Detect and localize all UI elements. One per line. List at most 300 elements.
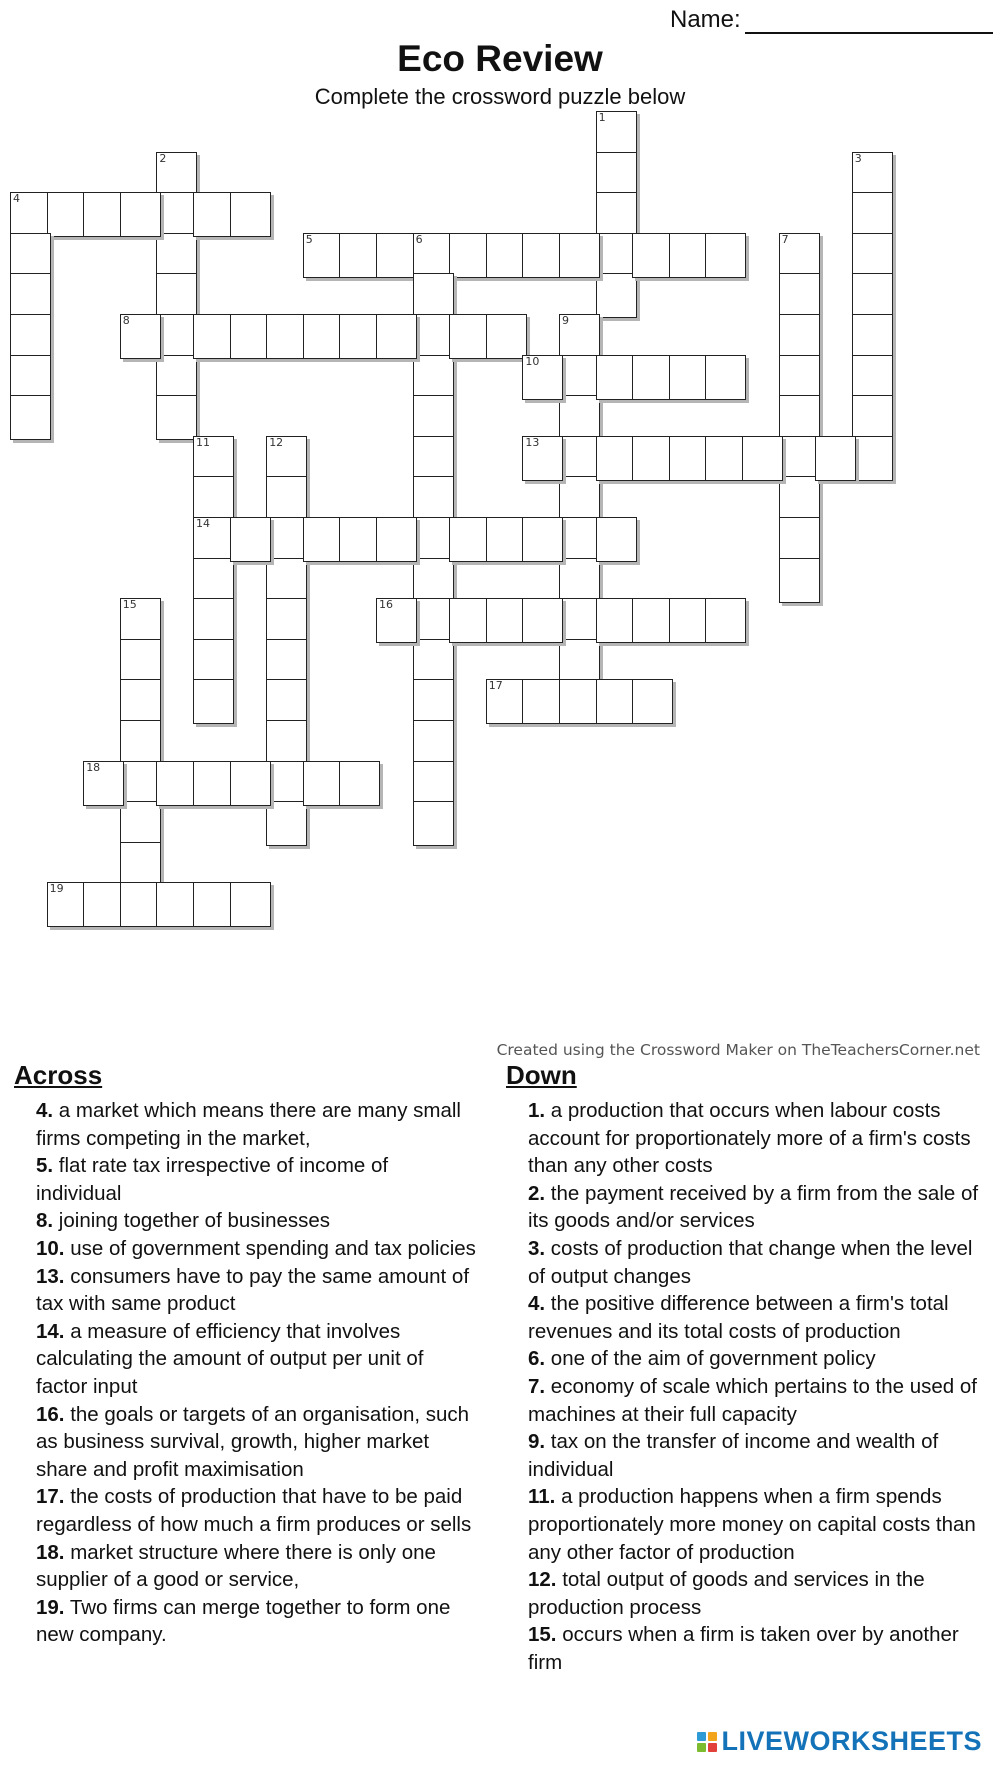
grid-cell[interactable] — [486, 598, 527, 643]
grid-cell[interactable] — [669, 233, 710, 278]
grid-cell-input[interactable] — [450, 518, 489, 561]
grid-cell[interactable] — [852, 395, 893, 440]
grid-cell-input[interactable] — [304, 762, 343, 805]
grid-cell[interactable] — [486, 314, 527, 359]
across-clue — [14, 1539, 479, 1594]
grid-cell-input[interactable] — [414, 802, 453, 845]
grid-cell-input[interactable] — [157, 234, 196, 277]
grid-cell[interactable] — [669, 355, 710, 400]
grid-cell[interactable] — [413, 476, 454, 521]
grid-cell[interactable] — [779, 476, 820, 521]
grid-cell[interactable] — [779, 314, 820, 359]
grid-cell[interactable] — [193, 558, 234, 603]
grid-cell[interactable] — [376, 314, 417, 359]
grid-cell[interactable] — [156, 314, 197, 359]
grid-cell-input[interactable] — [706, 437, 745, 480]
grid-cell-input[interactable] — [670, 356, 709, 399]
grid-cell-input[interactable] — [597, 234, 636, 277]
grid-cell[interactable] — [120, 598, 161, 643]
grid-cell[interactable] — [596, 192, 637, 237]
grid-cell[interactable] — [10, 355, 51, 400]
grid-cell[interactable] — [632, 679, 673, 724]
grid-cell-input[interactable] — [633, 680, 672, 723]
grid-cell-input[interactable] — [780, 518, 819, 561]
grid-cell[interactable] — [10, 314, 51, 359]
clue-text: costs of production that change when the level of output changes — [528, 1236, 973, 1288]
grid-cell-input[interactable] — [267, 762, 306, 805]
grid-cell-input[interactable] — [560, 680, 599, 723]
grid-cell-input[interactable] — [560, 396, 599, 439]
grid-cell-input[interactable] — [231, 762, 270, 805]
grid-cell-input[interactable] — [267, 640, 306, 683]
grid-cell[interactable] — [413, 355, 454, 400]
grid-cell-input[interactable] — [560, 437, 599, 480]
grid-cell-input[interactable] — [780, 559, 819, 602]
grid-cell[interactable] — [779, 273, 820, 318]
grid-cell-input[interactable] — [706, 234, 745, 277]
grid-cell[interactable] — [120, 761, 161, 806]
grid-cell[interactable] — [852, 436, 893, 481]
grid-cell-input[interactable] — [560, 234, 599, 277]
grid-cell[interactable] — [156, 355, 197, 400]
grid-cell-input[interactable] — [597, 518, 636, 561]
grid-cell-input[interactable] — [304, 518, 343, 561]
grid-cell-input[interactable] — [194, 599, 233, 642]
grid-cell[interactable] — [559, 476, 600, 521]
grid-cell-input[interactable] — [194, 762, 233, 805]
grid-cell[interactable] — [230, 517, 271, 562]
grid-cell[interactable] — [339, 314, 380, 359]
grid-cell[interactable] — [83, 761, 124, 806]
grid-cell-input[interactable] — [231, 518, 270, 561]
clue-number: 15 — [122, 598, 137, 612]
grid-cell[interactable] — [596, 152, 637, 197]
grid-cell[interactable] — [413, 720, 454, 765]
grid-cell-input[interactable] — [414, 356, 453, 399]
grid-cell-input[interactable] — [304, 315, 343, 358]
grid-cell[interactable] — [156, 233, 197, 278]
grid-cell[interactable] — [522, 598, 563, 643]
grid-cell[interactable] — [779, 395, 820, 440]
grid-cell-input[interactable] — [414, 721, 453, 764]
grid-cell-input[interactable] — [633, 437, 672, 480]
grid-cell[interactable] — [632, 355, 673, 400]
grid-cell-input[interactable] — [780, 315, 819, 358]
grid-cell-input[interactable] — [523, 234, 562, 277]
grid-cell[interactable] — [449, 233, 490, 278]
grid-cell[interactable] — [266, 639, 307, 684]
grid-cell[interactable] — [632, 598, 673, 643]
grid-cell-input[interactable] — [560, 356, 599, 399]
grid-cell-input[interactable] — [121, 721, 160, 764]
grid-cell-input[interactable] — [340, 315, 379, 358]
grid-cell-input[interactable] — [267, 802, 306, 845]
grid-cell-input[interactable] — [487, 599, 526, 642]
grid-cell[interactable] — [486, 233, 527, 278]
clue-text: market structure where there is only one supplier of a good or service, — [36, 1540, 436, 1592]
grid-cell-input[interactable] — [194, 883, 233, 926]
grid-cell[interactable] — [120, 882, 161, 927]
grid-cell[interactable] — [120, 801, 161, 846]
grid-cell[interactable] — [303, 517, 344, 562]
grid-cell[interactable] — [559, 355, 600, 400]
grid-cell[interactable] — [559, 314, 600, 359]
grid-cell[interactable] — [230, 192, 271, 237]
grid-cell[interactable] — [596, 679, 637, 724]
grid-cell-input[interactable] — [633, 356, 672, 399]
grid-cell[interactable] — [266, 801, 307, 846]
grid-cell-input[interactable] — [340, 762, 379, 805]
grid-cell[interactable] — [120, 639, 161, 684]
grid-cell-input[interactable] — [853, 234, 892, 277]
grid-cell[interactable] — [303, 761, 344, 806]
grid-cell[interactable] — [193, 192, 234, 237]
grid-cell[interactable] — [230, 882, 271, 927]
grid-cell-input[interactable] — [157, 762, 196, 805]
grid-cell[interactable] — [266, 720, 307, 765]
grid-cell-input[interactable] — [816, 437, 855, 480]
grid-cell-input[interactable] — [414, 274, 453, 317]
grid-cell[interactable] — [193, 598, 234, 643]
grid-cell[interactable] — [596, 233, 637, 278]
grid-cell[interactable] — [376, 233, 417, 278]
grid-cell-input[interactable] — [377, 315, 416, 358]
grid-cell[interactable] — [193, 679, 234, 724]
grid-cell[interactable] — [120, 720, 161, 765]
grid-cell[interactable] — [230, 761, 271, 806]
grid-cell[interactable] — [596, 273, 637, 318]
grid-cell[interactable] — [376, 598, 417, 643]
grid-cell-input[interactable] — [597, 153, 636, 196]
grid-cell[interactable] — [779, 436, 820, 481]
grid-cell[interactable] — [376, 517, 417, 562]
grid-cell[interactable] — [596, 355, 637, 400]
grid-cell-input[interactable] — [48, 193, 87, 236]
grid-cell[interactable] — [156, 192, 197, 237]
clue-text: the goals or targets of an organisation, such as business survival, growth, higher market share and profit maximisation — [36, 1402, 470, 1481]
grid-cell-input[interactable] — [414, 680, 453, 723]
grid-cell[interactable] — [47, 882, 88, 927]
grid-cell-input[interactable] — [487, 518, 526, 561]
grid-cell[interactable] — [852, 152, 893, 197]
grid-cell[interactable] — [705, 598, 746, 643]
grid-cell-input[interactable] — [414, 559, 453, 602]
grid-cell-input[interactable] — [414, 315, 453, 358]
grid-cell[interactable] — [559, 395, 600, 440]
grid-cell[interactable] — [193, 517, 234, 562]
grid-cell[interactable] — [156, 152, 197, 197]
grid-cell[interactable] — [486, 517, 527, 562]
grid-cell-input[interactable] — [597, 599, 636, 642]
grid-cell-input[interactable] — [853, 315, 892, 358]
grid-cell-input[interactable] — [11, 315, 50, 358]
grid-cell[interactable] — [413, 558, 454, 603]
grid-cell[interactable] — [83, 192, 124, 237]
grid-cell[interactable] — [705, 355, 746, 400]
grid-cell[interactable] — [596, 598, 637, 643]
grid-cell-input[interactable] — [450, 234, 489, 277]
grid-cell[interactable] — [596, 111, 637, 156]
grid-cell[interactable] — [47, 192, 88, 237]
grid-cell[interactable] — [705, 436, 746, 481]
grid-cell-input[interactable] — [853, 396, 892, 439]
grid-cell-input[interactable] — [780, 356, 819, 399]
grid-cell[interactable] — [559, 679, 600, 724]
grid-cell-input[interactable] — [560, 559, 599, 602]
grid-cell-input[interactable] — [267, 518, 306, 561]
grid-cell-input[interactable] — [84, 193, 123, 236]
grid-cell-input[interactable] — [231, 193, 270, 236]
grid-cell-input[interactable] — [780, 274, 819, 317]
grid-cell-input[interactable] — [560, 518, 599, 561]
grid-cell-input[interactable] — [670, 437, 709, 480]
down-clue — [506, 1373, 991, 1428]
grid-cell[interactable] — [852, 273, 893, 318]
grid-cell[interactable] — [449, 314, 490, 359]
grid-cell-input[interactable] — [340, 234, 379, 277]
grid-cell[interactable] — [413, 395, 454, 440]
grid-cell-input[interactable] — [11, 356, 50, 399]
grid-cell[interactable] — [852, 314, 893, 359]
grid-cell-input[interactable] — [157, 315, 196, 358]
grid-cell[interactable] — [596, 517, 637, 562]
grid-cell-input[interactable] — [560, 640, 599, 683]
grid-cell[interactable] — [522, 355, 563, 400]
grid-cell[interactable] — [852, 233, 893, 278]
grid-cell[interactable] — [266, 436, 307, 481]
grid-cell-input[interactable] — [194, 680, 233, 723]
grid-cell-input[interactable] — [414, 599, 453, 642]
grid-cell-input[interactable] — [853, 356, 892, 399]
grid-cell[interactable] — [303, 233, 344, 278]
grid-cell[interactable] — [303, 314, 344, 359]
grid-cell-input[interactable] — [780, 437, 819, 480]
grid-cell[interactable] — [522, 436, 563, 481]
grid-cell-input[interactable] — [414, 640, 453, 683]
grid-cell-input[interactable] — [231, 315, 270, 358]
across-clue — [14, 1483, 479, 1538]
grid-cell[interactable] — [156, 761, 197, 806]
grid-cell-input[interactable] — [523, 680, 562, 723]
grid-cell-input[interactable] — [157, 274, 196, 317]
grid-cell[interactable] — [266, 476, 307, 521]
grid-cell[interactable] — [779, 517, 820, 562]
grid-cell[interactable] — [120, 679, 161, 724]
grid-cell-input[interactable] — [121, 762, 160, 805]
grid-cell[interactable] — [120, 192, 161, 237]
grid-cell[interactable] — [632, 436, 673, 481]
grid-cell-input[interactable] — [414, 396, 453, 439]
grid-cell[interactable] — [522, 517, 563, 562]
grid-cell[interactable] — [10, 395, 51, 440]
grid-cell-input[interactable] — [377, 234, 416, 277]
grid-cell[interactable] — [669, 598, 710, 643]
grid-cell-input[interactable] — [121, 640, 160, 683]
grid-cell-input[interactable] — [267, 680, 306, 723]
grid-cell-input[interactable] — [84, 883, 123, 926]
grid-cell-input[interactable] — [670, 599, 709, 642]
grid-cell[interactable] — [559, 517, 600, 562]
grid-cell-input[interactable] — [11, 396, 50, 439]
grid-cell[interactable] — [10, 233, 51, 278]
grid-cell-input[interactable] — [157, 883, 196, 926]
grid-cell-input[interactable] — [267, 721, 306, 764]
grid-cell[interactable] — [632, 233, 673, 278]
grid-cell-input[interactable] — [121, 680, 160, 723]
grid-cell-input[interactable] — [450, 599, 489, 642]
grid-cell[interactable] — [10, 192, 51, 237]
grid-cell[interactable] — [705, 233, 746, 278]
grid-cell-input[interactable] — [121, 802, 160, 845]
grid-cell[interactable] — [266, 598, 307, 643]
grid-cell[interactable] — [230, 314, 271, 359]
grid-cell-input[interactable] — [853, 193, 892, 236]
grid-cell[interactable] — [559, 436, 600, 481]
grid-cell[interactable] — [193, 314, 234, 359]
grid-cell[interactable] — [193, 476, 234, 521]
grid-cell[interactable] — [413, 436, 454, 481]
grid-cell-input[interactable] — [340, 518, 379, 561]
grid-cell[interactable] — [449, 517, 490, 562]
grid-cell[interactable] — [266, 679, 307, 724]
grid-cell-input[interactable] — [414, 477, 453, 520]
grid-cell-input[interactable] — [743, 437, 782, 480]
grid-cell[interactable] — [559, 598, 600, 643]
grid-cell[interactable] — [413, 801, 454, 846]
grid-cell[interactable] — [83, 882, 124, 927]
grid-cell-input[interactable] — [853, 274, 892, 317]
grid-cell-input[interactable] — [780, 396, 819, 439]
grid-cell[interactable] — [413, 679, 454, 724]
grid-cell-input[interactable] — [194, 559, 233, 602]
grid-cell-input[interactable] — [414, 437, 453, 480]
clue-text: a market which means there are many small firms competing in the market, — [36, 1099, 461, 1150]
grid-cell-input[interactable] — [633, 234, 672, 277]
grid-cell-input[interactable] — [194, 315, 233, 358]
grid-cell[interactable] — [120, 314, 161, 359]
grid-cell[interactable] — [193, 436, 234, 481]
grid-cell-input[interactable] — [706, 599, 745, 642]
grid-cell-input[interactable] — [194, 640, 233, 683]
grid-cell[interactable] — [266, 517, 307, 562]
grid-cell-input[interactable] — [706, 356, 745, 399]
grid-cell[interactable] — [10, 273, 51, 318]
grid-cell[interactable] — [266, 314, 307, 359]
clue-num: 11. — [528, 1485, 556, 1509]
grid-cell[interactable] — [559, 639, 600, 684]
grid-cell-input[interactable] — [267, 315, 306, 358]
grid-cell-input[interactable] — [597, 356, 636, 399]
grid-cell-input[interactable] — [121, 843, 160, 886]
grid-cell[interactable] — [413, 598, 454, 643]
grid-cell[interactable] — [852, 355, 893, 400]
grid-cell-input[interactable] — [597, 437, 636, 480]
grid-cell-input[interactable] — [597, 193, 636, 236]
grid-cell[interactable] — [266, 558, 307, 603]
down-clue — [506, 1621, 991, 1676]
clue-number: 2 — [159, 151, 167, 165]
grid-cell-input[interactable] — [194, 477, 233, 520]
grid-cell[interactable] — [266, 761, 307, 806]
grid-cell[interactable] — [193, 882, 234, 927]
grid-cell-input[interactable] — [560, 599, 599, 642]
grid-cell[interactable] — [669, 436, 710, 481]
grid-cell[interactable] — [413, 517, 454, 562]
grid-cell[interactable] — [339, 233, 380, 278]
across-clue — [14, 1594, 479, 1649]
grid-cell-input[interactable] — [267, 477, 306, 520]
grid-cell[interactable] — [852, 192, 893, 237]
grid-cell-input[interactable] — [157, 396, 196, 439]
grid-cell[interactable] — [120, 842, 161, 887]
grid-cell[interactable] — [596, 436, 637, 481]
grid-cell-input[interactable] — [267, 559, 306, 602]
grid-cell-input[interactable] — [231, 883, 270, 926]
grid-cell[interactable] — [779, 233, 820, 278]
across-clue-list — [14, 1097, 479, 1649]
grid-cell-input[interactable] — [267, 599, 306, 642]
grid-cell-input[interactable] — [487, 315, 526, 358]
grid-cell[interactable] — [193, 761, 234, 806]
grid-cell[interactable] — [449, 598, 490, 643]
grid-cell-input[interactable] — [523, 599, 562, 642]
grid-cell-input[interactable] — [414, 518, 453, 561]
grid-cell-input[interactable] — [597, 680, 636, 723]
grid-cell-input[interactable] — [487, 234, 526, 277]
grid-cell[interactable] — [339, 517, 380, 562]
grid-cell[interactable] — [413, 639, 454, 684]
grid-cell-input[interactable] — [523, 518, 562, 561]
grid-cell[interactable] — [413, 233, 454, 278]
grid-cell-input[interactable] — [450, 315, 489, 358]
grid-cell-input[interactable] — [194, 193, 233, 236]
grid-cell-input[interactable] — [597, 274, 636, 317]
grid-cell-input[interactable] — [157, 193, 196, 236]
grid-cell[interactable] — [156, 882, 197, 927]
grid-cell[interactable] — [522, 679, 563, 724]
grid-cell[interactable] — [559, 558, 600, 603]
grid-cell-input[interactable] — [121, 193, 160, 236]
grid-cell[interactable] — [193, 639, 234, 684]
grid-cell-input[interactable] — [853, 437, 892, 480]
clue-number: 7 — [781, 232, 789, 246]
clue-number: 6 — [415, 232, 423, 246]
grid-cell[interactable] — [413, 761, 454, 806]
grid-cell-input[interactable] — [377, 518, 416, 561]
grid-cell[interactable] — [779, 355, 820, 400]
grid-cell[interactable] — [779, 558, 820, 603]
grid-cell[interactable] — [742, 436, 783, 481]
grid-cell-input[interactable] — [11, 234, 50, 277]
grid-cell-input[interactable] — [633, 599, 672, 642]
grid-cell[interactable] — [815, 436, 856, 481]
grid-cell[interactable] — [413, 314, 454, 359]
grid-cell-input[interactable] — [560, 477, 599, 520]
grid-cell[interactable] — [156, 395, 197, 440]
grid-cell-input[interactable] — [121, 883, 160, 926]
grid-cell-input[interactable] — [157, 356, 196, 399]
grid-cell-input[interactable] — [11, 274, 50, 317]
grid-cell[interactable] — [156, 273, 197, 318]
grid-cell[interactable] — [559, 233, 600, 278]
grid-cell[interactable] — [522, 233, 563, 278]
grid-cell-input[interactable] — [780, 477, 819, 520]
grid-cell[interactable] — [413, 273, 454, 318]
grid-cell-input[interactable] — [670, 234, 709, 277]
grid-cell[interactable] — [339, 761, 380, 806]
grid-cell[interactable] — [486, 679, 527, 724]
grid-cell-input[interactable] — [414, 762, 453, 805]
